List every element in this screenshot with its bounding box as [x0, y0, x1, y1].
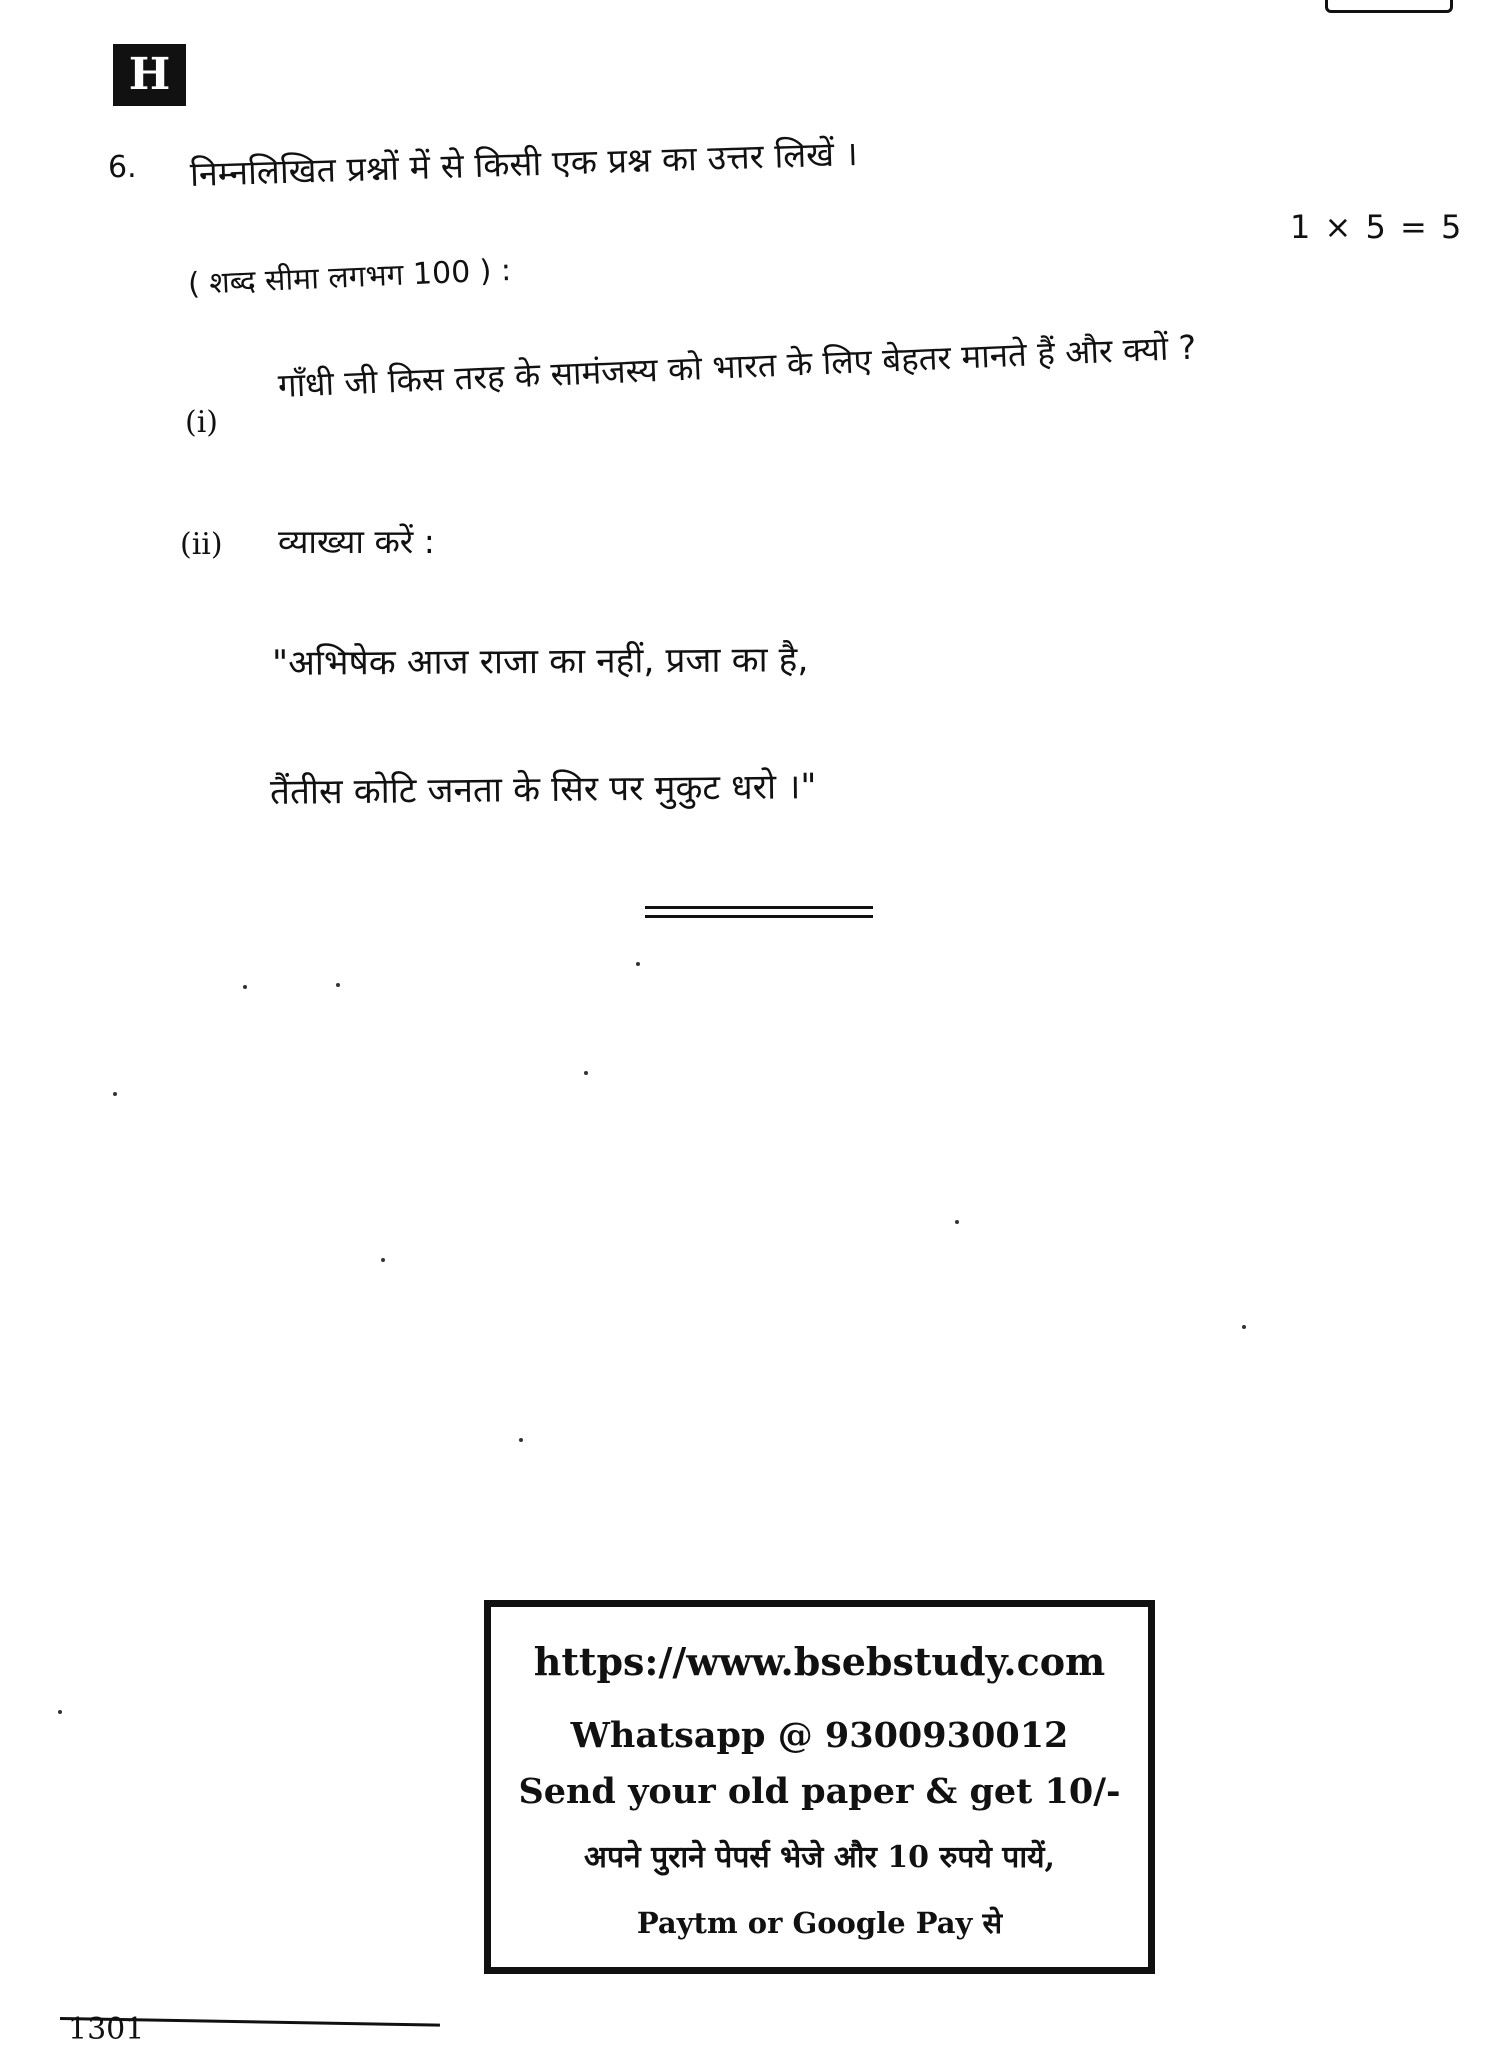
promo-offer-hindi: अपने पुराने पेपर्स भेजे और 10 रुपये पायें,: [584, 1840, 1055, 1875]
option-2-text: व्याख्या करें :: [278, 522, 435, 561]
option-2-number: (ii): [180, 527, 223, 562]
paper-set-label: H: [113, 44, 186, 106]
word-limit: ( शब्द सीमा लगभग 100 ) :: [187, 252, 512, 302]
scan-speck: [336, 983, 340, 987]
scan-speck: [243, 985, 247, 989]
scan-speck: [636, 962, 640, 966]
footer-code: 1301: [68, 2012, 145, 2047]
promo-whatsapp: Whatsapp @ 9300930012: [570, 1715, 1069, 1756]
question-number: 6.: [108, 150, 137, 185]
quote-line-1: "अभिषेक आज राजा का नहीं, प्रजा का है,: [271, 640, 809, 684]
scan-speck: [955, 1220, 959, 1224]
scan-speck: [584, 1071, 588, 1075]
option-1-text: गाँधी जी किस तरह के सामंजस्य को भारत के लिए बेहतर मानते हैं और क्यों ?: [277, 327, 1198, 405]
quote-line-2: तैंतीस कोटि जनता के सिर पर मुकुट धरो ।": [269, 767, 817, 813]
end-of-question-rule: [645, 906, 873, 918]
scan-speck: [381, 1258, 385, 1262]
scan-speck: [113, 1092, 117, 1096]
question-instruction: निम्नलिखित प्रश्नों में से किसी एक प्रश्न का उत्तर लिखें ।: [189, 134, 859, 195]
promo-payment: Paytm or Google Pay से: [636, 1906, 1003, 1940]
option-1-number: (i): [185, 405, 219, 440]
promo-box: [484, 1600, 1155, 1974]
question-marks: 1 × 5 = 5: [1290, 208, 1464, 246]
scan-speck: [1242, 1325, 1246, 1329]
scan-speck: [58, 1710, 62, 1714]
scan-speck: [519, 1438, 523, 1442]
promo-offer: Send your old paper & get 10/-: [518, 1771, 1121, 1812]
page-number-bracket: [1325, 0, 1453, 13]
promo-website-link[interactable]: https://www.bsebstudy.com: [533, 1639, 1106, 1684]
